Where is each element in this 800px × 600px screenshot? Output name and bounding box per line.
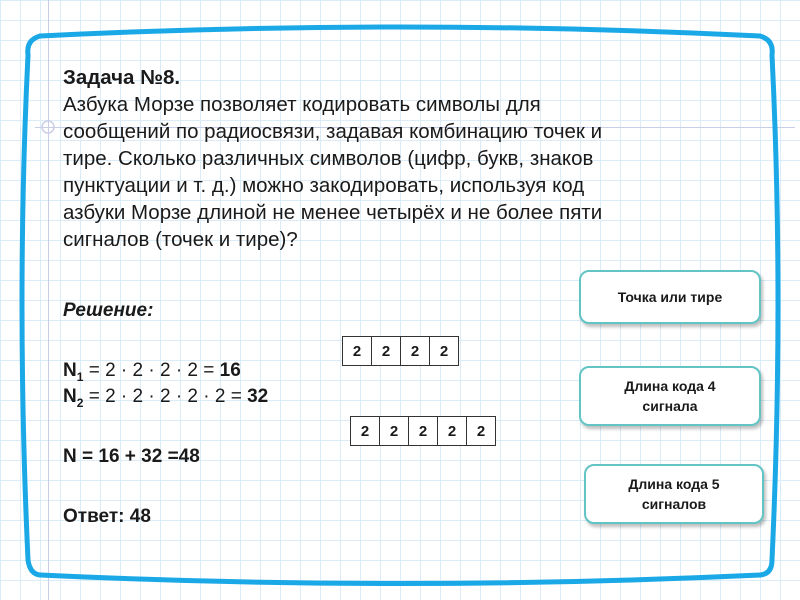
n2-result: 32 [247,386,269,407]
n1-sub: 1 [76,369,84,384]
table-length-5 [350,416,496,446]
callout-length-4-line-1: Длина кода 4 [624,378,716,394]
n1-formula [63,360,241,384]
total-formula: N = 16 + 32 =48 [63,446,200,467]
task-line-2: сообщений по радиосвязи, задавая комбинацию точек и [63,120,603,143]
task-line-4: пунктуации и т. д.) можно закодировать, используя код [63,174,585,197]
callout-dot-or-dash-text: Точка или тире [617,289,723,305]
n2-expr: = 2 · 2 · 2 · 2 · 2 = [83,386,248,407]
task-line-5: азбуки Морзе длиной не менее четырёх и не более пяти [63,201,603,224]
table5-cell: 2 [438,417,467,446]
n1-result: 16 [219,360,241,381]
callout-length-5-line-2: сигналов [641,496,707,512]
table5-cell: 2 [409,417,438,446]
answer-value: : 48 [118,506,151,527]
table4-cell: 2 [343,337,372,366]
task-line-6: сигналов (точек и тире)? [63,228,298,251]
callout-length-5-line-1: Длина кода 5 [628,476,720,492]
n1-expr: = 2 · 2 · 2 · 2 = [83,360,220,381]
table5-cell: 2 [467,417,496,446]
answer [63,506,151,528]
callout-dot-or-dash [579,270,761,324]
n2-formula [63,386,268,410]
table4-cell: 2 [401,337,430,366]
callout-length-5 [584,464,764,524]
table-length-4 [342,336,459,366]
table4-cell: 2 [430,337,459,366]
answer-label: Ответ [63,506,119,527]
callout-length-4-line-2: сигнала [642,398,698,414]
solution-heading: Решение: [63,300,154,321]
n2-label: N [63,386,77,407]
callout-length-4 [579,366,761,426]
table5-cell: 2 [380,417,409,446]
table4-cell: 2 [372,337,401,366]
n2-sub: 2 [76,395,84,410]
n1-label: N [63,360,77,381]
task-title: Задача №8. [63,66,181,89]
task-line-3: тире. Сколько различных символов (цифр, букв, знаков [63,147,594,170]
task-line-1: Азбука Морзе позволяет кодировать символы для [63,93,541,116]
problem-statement [63,64,763,253]
table5-cell: 2 [351,417,380,446]
